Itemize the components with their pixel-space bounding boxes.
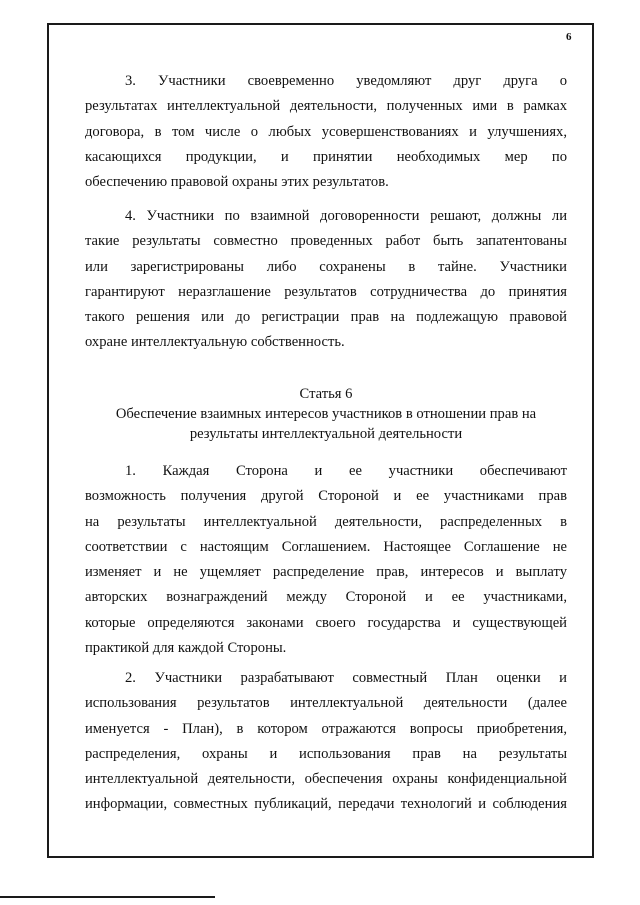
paragraph-3 <box>85 69 567 195</box>
article-number: Статья 6 <box>299 386 353 402</box>
paragraph-line: касающихся продукции, и принятии необходимых мер по <box>85 148 567 165</box>
paragraph-line: соответствии с настоящим Соглашением. Настоящее Соглашение не <box>85 538 567 555</box>
paragraph-line: или зарегистрированы либо сохранены в тайне. Участники <box>85 258 567 275</box>
paragraph-line: практикой для каждой Стороны. <box>85 640 287 657</box>
paragraph-line: 4. Участники по взаимной договоренности решают, должны ли <box>125 208 567 224</box>
paragraph-line: гарантируют неразглашение результатов сотрудничества до принятия <box>85 283 567 300</box>
paragraph-line: такого решения или до регистрации прав на подлежащую правовой <box>85 309 567 326</box>
paragraph-line: такие результаты совместно проведенных работ быть запатентованы <box>85 233 567 250</box>
paragraph-line: возможность получения другой Стороной и ее участниками прав <box>85 488 567 505</box>
article-6-paragraph-1 <box>85 459 567 661</box>
paragraph-line: авторских вознаграждений между Стороной и ее участниками, <box>85 589 567 606</box>
article-6-paragraph-2 <box>85 666 567 818</box>
paragraph-line: обеспечению правовой охраны этих результатов. <box>85 174 389 191</box>
paragraph-line: 3. Участники своевременно уведомляют друг друга о <box>125 73 567 89</box>
bottom-rule <box>0 896 215 898</box>
paragraph-line: изменяет и не ущемляет распределение прав, интересов и выплату <box>85 564 567 581</box>
paragraph-line: которые определяются законами своего государства и существующей <box>85 614 567 631</box>
paragraph-4 <box>85 204 567 356</box>
article-title-line: Обеспечение взаимных интересов участников в отношении прав на <box>115 406 537 422</box>
paragraph-line: распределения, охраны и использования прав на результаты <box>85 745 567 762</box>
paragraph-line: на результаты интеллектуальной деятельности, распределенных в <box>85 513 567 530</box>
paragraph-line: результатах интеллектуальной деятельности, полученных ими в рамках <box>85 98 567 115</box>
article-title-line: результаты интеллектуальной деятельности <box>189 426 463 442</box>
paragraph-line: информации, совместных публикаций, передачи технологий и соблюдения <box>85 796 567 813</box>
paragraph-line: именуется - План), в котором отражаются вопросы приобретения, <box>85 720 567 737</box>
paragraph-line: интеллектуальной деятельности, обеспечения охраны конфиденциальной <box>85 771 567 788</box>
page-number: 6 <box>566 31 572 43</box>
paragraph-line: договора, в том числе о любых усовершенствованиях и улучшениях, <box>85 123 567 140</box>
paragraph-line: 1. Каждая Сторона и ее участники обеспечивают <box>125 463 567 479</box>
paragraph-line: охране интеллектуальную собственность. <box>85 334 345 351</box>
paragraph-line: 2. Участники разрабатывают совместный План оценки и <box>125 670 567 686</box>
article-heading <box>85 384 567 444</box>
paragraph-line: использования результатов интеллектуальной деятельности (далее <box>85 695 567 712</box>
